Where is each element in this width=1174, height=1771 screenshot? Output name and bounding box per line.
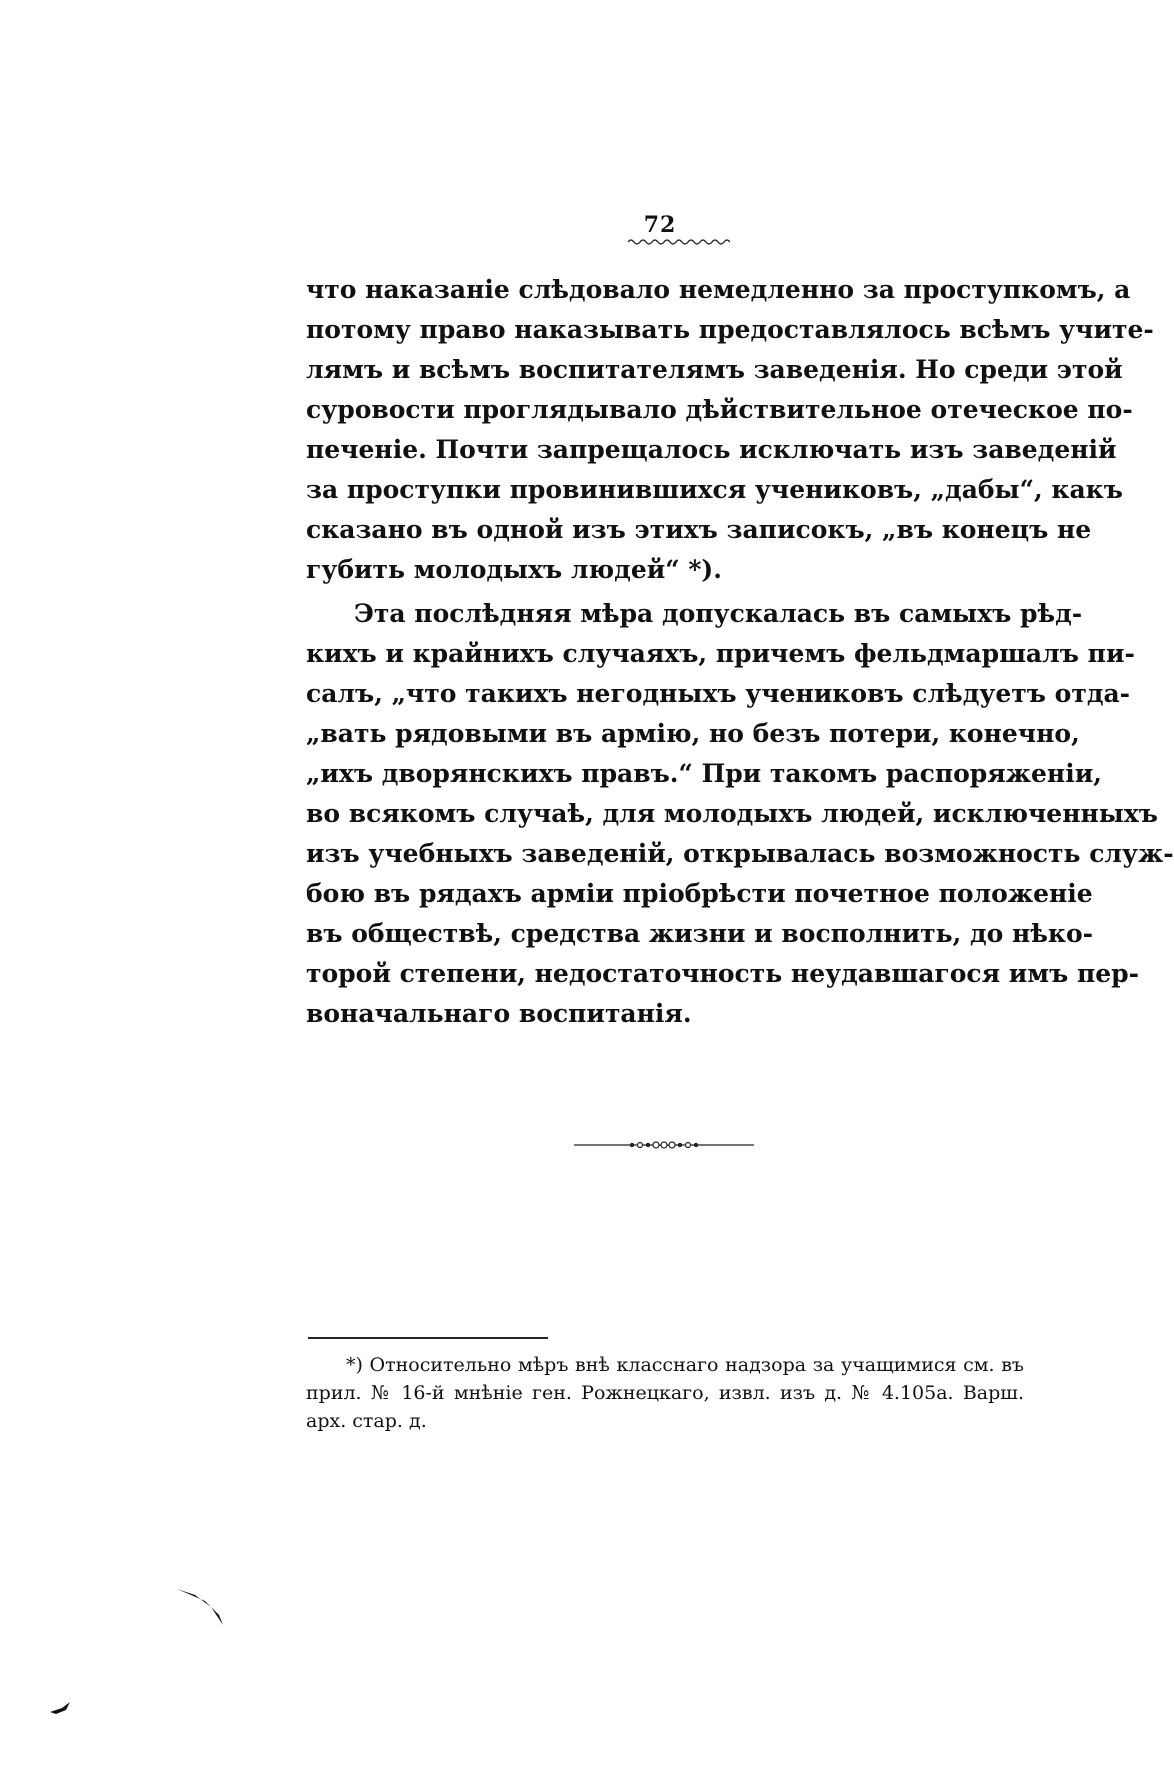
text-line: потому право наказывать предоставлялось всѣмъ учите- [306,315,1154,344]
text-line: воначальнаго воспитанія. [306,999,692,1028]
footnote-line: прил. № 16-й мнѣніе ген. Рожнецкаго, извл. изъ д. № 4.105а. Варш. [306,1382,1024,1404]
text-line: что наказаніе слѣдовало немедленно за проступкомъ, а [306,275,1131,304]
footnote-rule [308,1337,548,1339]
text-line: торой степени, недостаточность неудавшагося имъ пер- [306,959,1140,988]
section-ornament [574,1138,754,1152]
text-line: бою въ рядахъ арміи пріобрѣсти почетное положеніе [306,879,1093,908]
footnote-line: арх. стар. д. [306,1410,427,1432]
text-line: губить молодыхъ людей“ *). [306,555,722,584]
text-line: „вать рядовыми въ армію, но безъ потери, конечно, [306,719,1080,748]
paragraph-1 [306,270,1154,590]
text-line: въ обществѣ, средства жизни и восполнить, до нѣко- [306,919,1094,948]
text-line: „ихъ дворянскихъ правъ.“ При такомъ распоряженіи, [306,759,1102,788]
page-number: 72 [643,212,677,238]
text-line: лямъ и всѣмъ воспитателямъ заведенія. Но среди этой [306,355,1123,384]
ink-mark [175,1585,235,1635]
text-line: сказано въ одной изъ этихъ записокъ, „въ конецъ не [306,515,1092,544]
text-line: суровости проглядывало дѣйствительное отеческое по- [306,395,1133,424]
text-line: салъ, „что такихъ негодныхъ учениковъ слѣдуетъ отда- [306,679,1131,708]
footnote-line: *) Относительно мѣръ внѣ класснаго надзора за учащимися см. въ [346,1354,1024,1376]
body-text [306,270,1174,1038]
paragraph-2 [306,594,1174,1034]
page-number-wavy-rule [628,238,732,246]
text-line: за проступки провинившихся учениковъ, „дабы“, какъ [306,475,1123,504]
text-line: кихъ и крайнихъ случаяхъ, причемъ фельдмаршалъ пи- [306,639,1135,668]
text-line: изъ учебныхъ заведеній, открывалась возможность служ- [306,839,1174,868]
footnote [306,1351,1024,1435]
text-line: печеніе. Почти запрещалось исключать изъ заведеній [306,435,1117,464]
ink-mark-small [48,1700,72,1716]
text-line: во всякомъ случаѣ, для молодыхъ людей, исключенныхъ [306,799,1158,828]
text-line: Эта послѣдняя мѣра допускалась въ самыхъ рѣд- [354,599,1083,628]
